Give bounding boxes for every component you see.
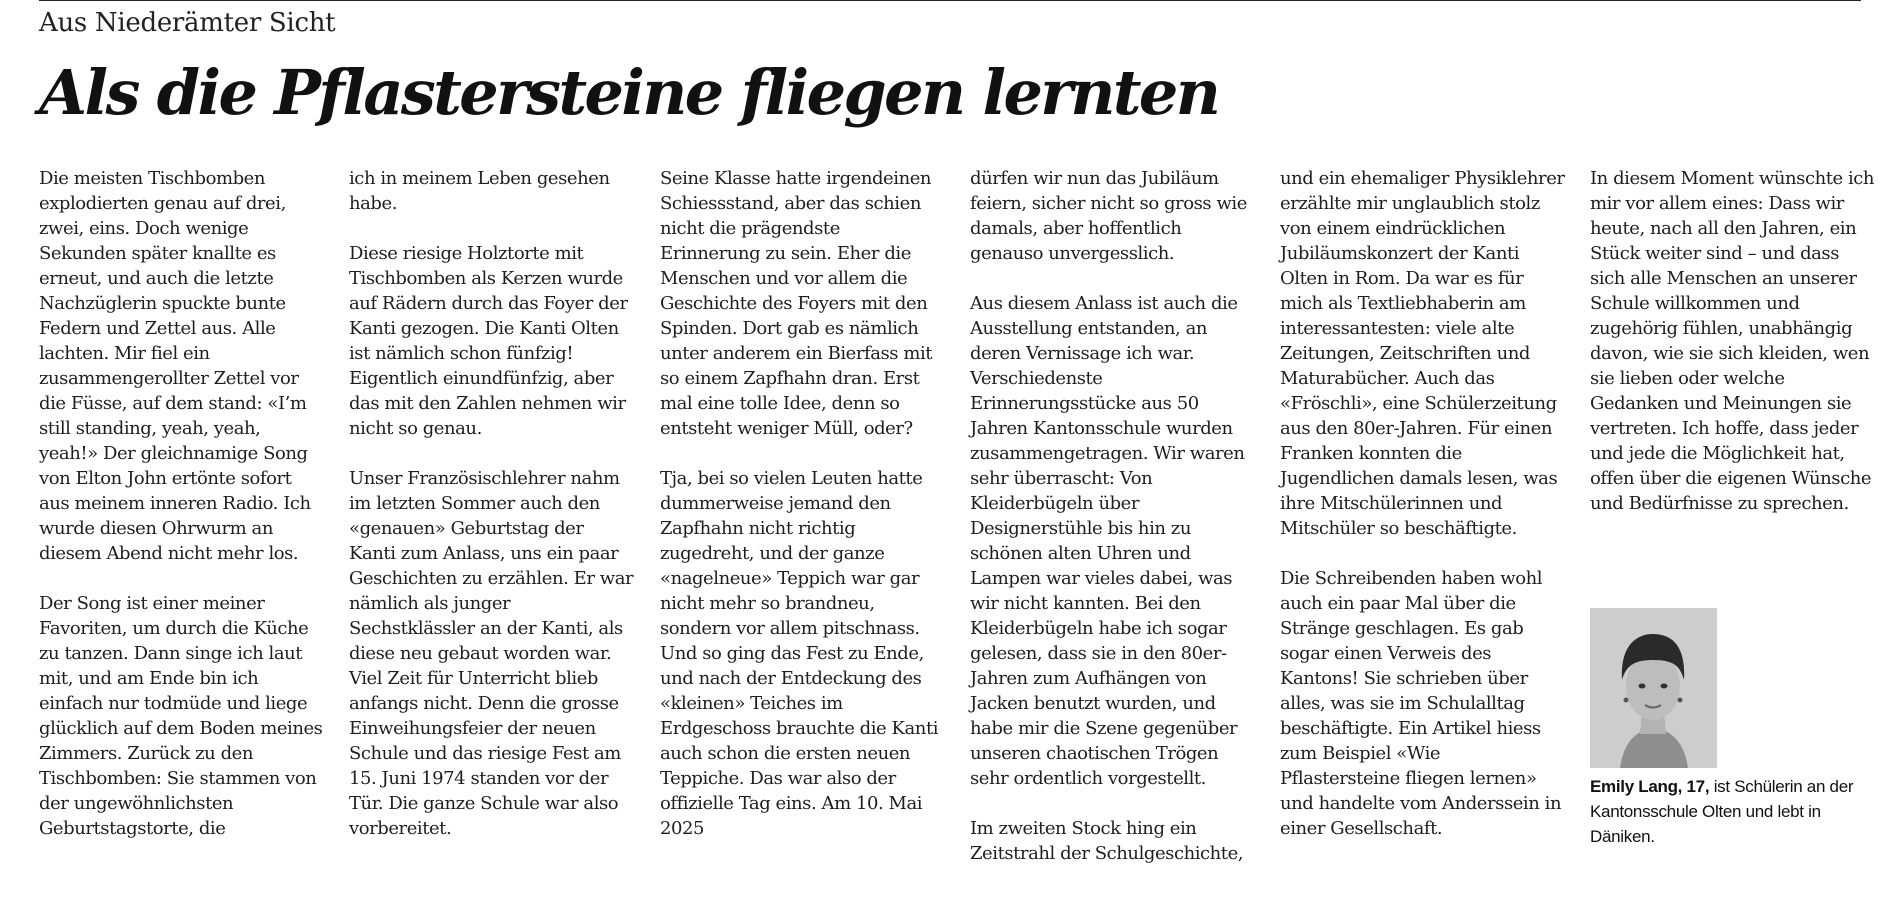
paragraph: ich in meinem Leben gesehen habe.	[349, 168, 610, 214]
author-caption	[1590, 774, 1875, 849]
portrait-photo-icon	[1590, 608, 1717, 768]
article-column-2	[349, 166, 634, 841]
paragraph: Aus diesem Anlass ist auch die Ausstellung entstanden, an deren Vernissage ich war. Verschiedenste Erinnerungsstücke aus 50 Jahren Kantonsschule wurden zusammengetragen. Wir waren sehr überrascht: Von Kleiderbügeln über Designerstühle bis hin zu schönen alten Uhren und Lampen war vieles dabei, was wir nicht kannten. Bei den Kleiderbügeln habe ich sogar gelesen, dass sie in den 80er-Jahren zum Aufhängen von Jacken benutzt wurden, und habe mir die Szene gegenüber unseren chaotischen Trögen sehr ordentlich vorgestellt.	[970, 293, 1245, 789]
paragraph: Die meisten Tischbomben explodierten genau auf drei, zwei, eins. Doch wenige Sekunden später knallte es erneut, und auch die letzte Nachzüglerin spuckte bunte Federn und Zettel aus. Alle lachten. Mir fiel ein zusammengerollter Zettel vor die Füsse, auf dem stand: «I’m still standing, yeah, yeah, yeah!» Der gleichnamige Song von Elton John ertönte sofort aus meinem inneren Radio. Ich wurde diesen Ohrwurm an diesem Abend nicht mehr los.	[39, 168, 311, 564]
paragraph: In diesem Moment wünschte ich mir vor allem eines: Dass wir heute, nach all den Jahren, ein Stück weiter sind – und dass sich alle Menschen an unserer Schule willkommen und zugehörig fühlen, unabhängig davon, wie sie sich kleiden, wen sie lieben oder welche Gedanken und Meinungen sie vertreten. Ich hoffe, dass jeder und jede die Möglichkeit hat, offen über die eigenen Wünsche und Bedürfnisse zu sprechen.	[1590, 168, 1875, 514]
article-column-5	[1280, 166, 1565, 841]
author-name: Emily Lang, 17,	[1590, 777, 1710, 796]
paragraph: Unser Französischlehrer nahm im letzten Sommer auch den «genauen» Geburtstag der Kanti zum Anlass, uns ein paar Geschichten zu erzählen. Er war nämlich als junger Sechstklässler an der Kanti, als diese neu gebaut worden war. Viel Zeit für Unterricht blieb anfangs nicht. Denn die grosse Einweihungsfeier der neuen Schule und das riesige Fest am 15. Juni 1974 standen vor der Tür. Die ganze Schule war also vorbereitet.	[349, 468, 634, 839]
top-rule	[39, 0, 1861, 1]
paragraph: Tja, bei so vielen Leuten hatte dummerweise jemand den Zapfhahn nicht richtig zugedreht, und der ganze «nagelneue» Teppich war gar nicht mehr so brandneu, sondern vor allem pitschnass. Und so ging das Fest zu Ende, und nach der Entdeckung des «kleinen» Teiches im Erdgeschoss brauchte die Kanti auch schon die ersten neuen Teppiche. Das war also der offizielle Tag eins. Am 10. Mai 2025	[660, 468, 939, 839]
author-bio: ist Schülerin an der Kantonsschule Olten und lebt in Däniken.	[1590, 777, 1854, 846]
column-kicker: Aus Niederämter Sicht	[39, 8, 336, 38]
article-column-1	[39, 166, 324, 841]
paragraph: und ein ehemaliger Physiklehrer erzählte mir unglaublich stolz von einem eindrücklichen Jubiläumskonzert der Kanti Olten in Rom. Da war es für mich als Textliebhaberin am interessantesten: viele alte Zeitungen, Zeitschriften und Maturabücher. Auch das «Fröschli», eine Schülerzeitung aus den 80er-Jahren. Für einen Franken konnten die Jugendlichen damals lesen, was ihre Mitschülerinnen und Mitschüler so beschäftigte.	[1280, 168, 1565, 539]
paragraph: Seine Klasse hatte irgendeinen Schiessstand, aber das schien nicht die prägendste Erinnerung zu sein. Eher die Menschen und vor allem die Geschichte des Foyers mit den Spinden. Dort gab es nämlich unter anderem ein Bierfass mit so einem Zapfhahn dran. Erst mal eine tolle Idee, denn so entsteht weniger Müll, oder?	[660, 168, 933, 439]
author-portrait	[1590, 608, 1717, 768]
paragraph: Die Schreibenden haben wohl auch ein paar Mal über die Stränge geschlagen. Es gab sogar einen Verweis des Kantons! Sie schrieben über alles, was sie im Schulalltag beschäftigte. Ein Artikel hiess zum Beispiel «Wie Pflastersteine fliegen lernen» und handelte vom Anderssein in einer Gesellschaft.	[1280, 568, 1562, 839]
paragraph: Im zweiten Stock hing ein Zeitstrahl der Schulgeschichte,	[970, 818, 1244, 864]
paragraph: dürfen wir nun das Jubiläum feiern, sicher nicht so gross wie damals, aber hoffentlich genauso unvergesslich.	[970, 168, 1247, 264]
article-column-4	[970, 166, 1255, 866]
paragraph: Der Song ist einer meiner Favoriten, um durch die Küche zu tanzen. Dann singe ich laut mit, und am Ende bin ich einfach nur todmüde und liege glücklich auf dem Boden meines Zimmers. Zurück zu den Tischbomben: Sie stammen von der ungewöhnlichsten Geburtstagstorte, die	[39, 593, 323, 839]
paragraph: Diese riesige Holztorte mit Tischbomben als Kerzen wurde auf Rädern durch das Foyer der Kanti gezogen. Die Kanti Olten ist nämlich schon fünfzig! Eigentlich einundfünfzig, aber das mit den Zahlen nehmen wir nicht so genau.	[349, 243, 628, 439]
article-column-3	[660, 166, 945, 841]
article-headline: Als die Pflastersteine fliegen lernten	[39, 56, 1219, 129]
article-column-6	[1590, 166, 1875, 516]
